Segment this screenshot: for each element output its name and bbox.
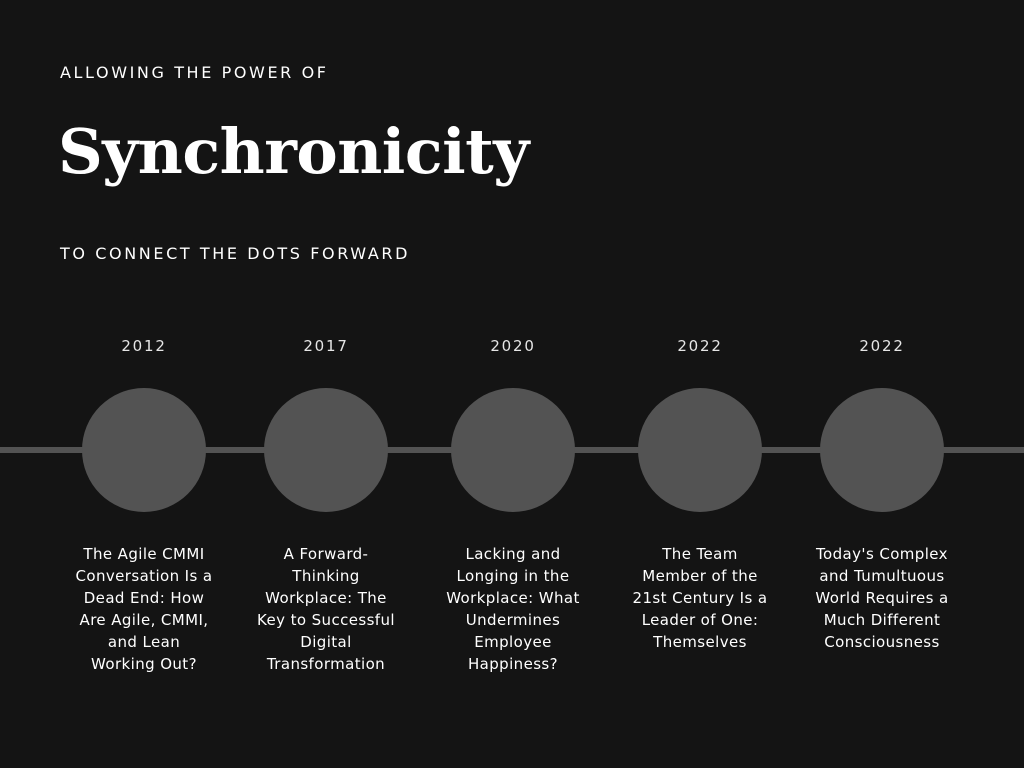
timeline-event-2022-b: [797, 0, 967, 768]
event-title[interactable]: A Forward-Thinking Workplace: The Key to Successful Digital Transformation: [257, 545, 395, 673]
timeline-dot: [820, 388, 944, 512]
subline-text: TO CONNECT THE DOTS FORWARD: [60, 244, 411, 263]
event-year: 2020: [490, 337, 536, 355]
event-title[interactable]: The Team Member of the 21st Century Is a Leader of One: Themselves: [632, 545, 768, 651]
event-year: 2017: [303, 337, 349, 355]
event-title[interactable]: The Agile CMMI Conversation Is a Dead End: How Are Agile, CMMI, and Lean Working Out?: [75, 545, 213, 673]
event-title[interactable]: Today's Complex and Tumultuous World Requires a Much Different Consciousness: [815, 545, 949, 651]
event-title[interactable]: Lacking and Longing in the Workplace: What Undermines Employee Happiness?: [446, 545, 580, 673]
timeline-dot: [264, 388, 388, 512]
timeline-event-2017: [241, 0, 411, 768]
timeline-dot: [82, 388, 206, 512]
timeline-dot: [638, 388, 762, 512]
eyebrow-text: ALLOWING THE POWER OF: [60, 63, 329, 82]
event-year: 2012: [121, 337, 167, 355]
event-year: 2022: [859, 337, 905, 355]
timeline-event-2012: [59, 0, 229, 768]
timeline-event-2022-a: [615, 0, 785, 768]
event-year: 2022: [677, 337, 723, 355]
headline-title: Synchronicity: [58, 115, 529, 188]
timeline-dot: [451, 388, 575, 512]
timeline-event-2020: [428, 0, 598, 768]
